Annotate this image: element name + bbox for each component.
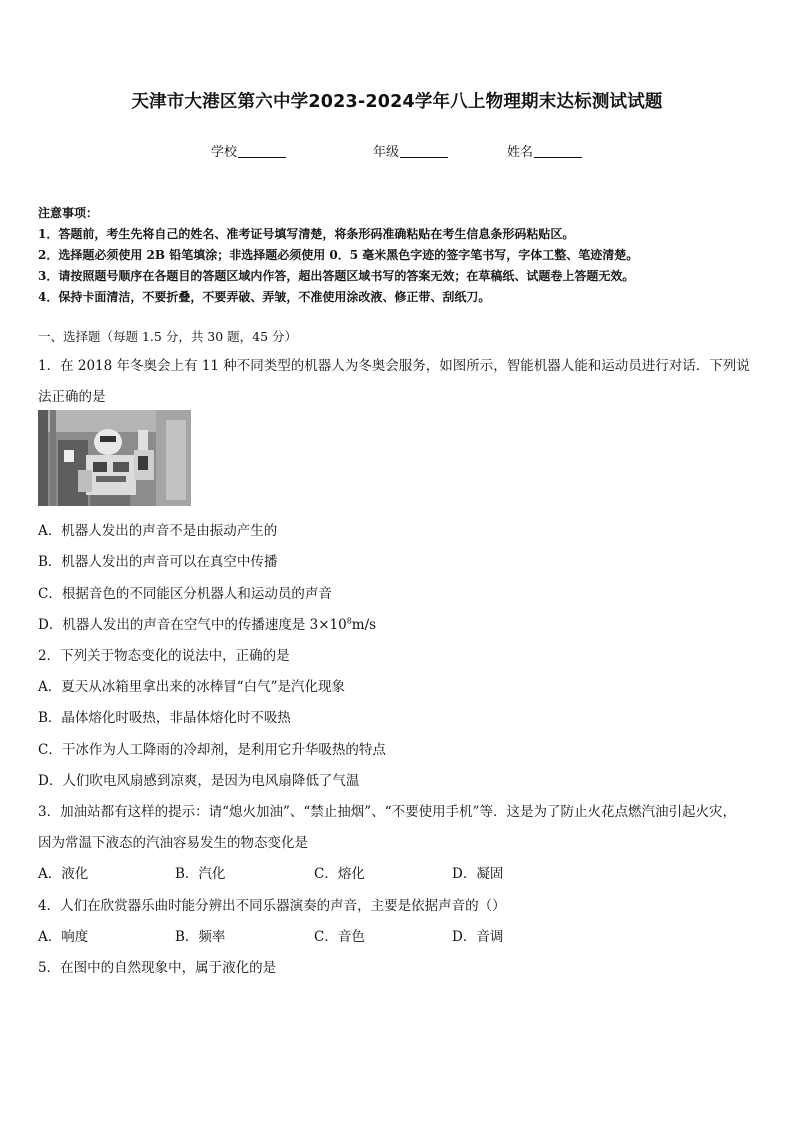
q1-option-d-exponent: 8 <box>346 616 352 626</box>
q1-option-b: B．机器人发出的声音可以在真空中传播 <box>38 554 278 570</box>
grade-label: 年级 <box>373 145 400 160</box>
q4-option-d: D．音调 <box>452 929 504 945</box>
q4-option-a: A．响度 <box>38 929 89 945</box>
q3-option-b: B．汽化 <box>175 866 226 882</box>
grade-blank <box>400 144 448 158</box>
name-label: 姓名 <box>507 145 534 160</box>
school-blank <box>238 144 286 158</box>
q4-options <box>38 925 768 945</box>
section-heading: 一、选择题（每题 1.5 分，共 30 题，45 分） <box>38 329 298 344</box>
page-title: 天津市大港区第六中学2023-2024学年八上物理期末达标测试试题 <box>131 92 663 112</box>
q1-option-d <box>38 613 376 633</box>
q3-options <box>38 862 768 882</box>
q1-option-d-unit: m/s <box>351 617 377 633</box>
school-label: 学校 <box>211 145 238 160</box>
q1-stem-line1: 1．在 2018 年冬奥会上有 11 种不同类型的机器人为冬奥会服务，如图所示，智能机器人能和运动员进行对话．下列说 <box>38 358 750 374</box>
q4-option-b: B．频率 <box>175 929 226 945</box>
note-item: 3．请按照题号顺序在各题目的答题区域内作答，超出答题区域书写的答案无效；在草稿纸、试题卷上答题无效。 <box>38 269 635 283</box>
note-item: 2．选择题必须使用 2B 铅笔填涂；非选择题必须使用 0．5 毫米黑色字迹的签字笔书写，字体工整、笔迹清楚。 <box>38 248 639 262</box>
q3-option-a: A．液化 <box>38 866 89 882</box>
q1-option-d-text: D．机器人发出的声音在空气中的传播速度是 3×10 <box>38 617 347 633</box>
q2-option-d: D．人们吹电风扇感到凉爽，是因为电风扇降低了气温 <box>38 773 360 789</box>
robot-photo <box>38 410 191 506</box>
q2-option-c: C．干冰作为人工降雨的冷却剂，是利用它升华吸热的特点 <box>38 742 386 758</box>
q1-option-c: C．根据音色的不同能区分机器人和运动员的声音 <box>38 586 332 602</box>
name-field <box>507 141 582 160</box>
school-field <box>211 141 286 160</box>
grade-field <box>373 141 448 160</box>
q2-option-a: A．夏天从冰箱里拿出来的冰棒冒“白气”是汽化现象 <box>38 679 346 695</box>
q3-stem-line1: 3．加油站都有这样的提示：请“熄火加油”、“禁止抽烟”、“不要使用手机”等．这是为了防止火花点燃汽油引起火灾， <box>38 804 736 820</box>
q2-stem: 2．下列关于物态变化的说法中，正确的是 <box>38 648 290 664</box>
q1-option-a: A．机器人发出的声音不是由振动产生的 <box>38 523 278 539</box>
q1-stem-line2: 法正确的是 <box>38 389 106 405</box>
q4-stem: 4．人们在欣赏器乐曲时能分辨出不同乐器演奏的声音，主要是依据声音的（） <box>38 898 506 914</box>
notes-section <box>38 203 768 308</box>
q3-option-d: D．凝固 <box>452 866 504 882</box>
name-blank <box>534 144 582 158</box>
note-item: 4．保持卡面清洁，不要折叠，不要弄破、弄皱，不准使用涂改液、修正带、刮纸刀。 <box>38 290 491 304</box>
q3-option-c: C．熔化 <box>314 866 365 882</box>
q5-stem: 5．在图中的自然现象中，属于液化的是 <box>38 960 277 976</box>
q2-option-b: B．晶体熔化时吸热，非晶体熔化时不吸热 <box>38 710 291 726</box>
note-item: 1．答题前，考生先将自己的姓名、准考证号填写清楚，将条形码准确粘贴在考生信息条形码粘贴区。 <box>38 227 575 241</box>
notes-heading: 注意事项： <box>38 206 99 220</box>
q3-stem-line2: 因为常温下液态的汽油容易发生的物态变化是 <box>38 835 308 851</box>
robot-illustration <box>38 410 191 506</box>
q4-option-c: C．音色 <box>314 929 365 945</box>
